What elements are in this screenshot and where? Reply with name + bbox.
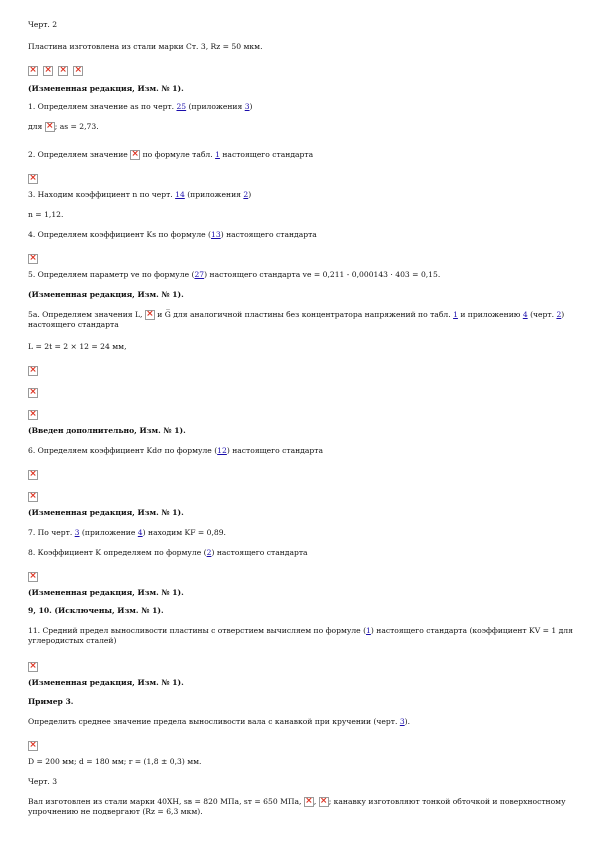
formula-image: [28, 360, 38, 379]
broken-image-icon: [45, 122, 55, 132]
broken-image-icon: [145, 310, 155, 320]
step-4-text: [28, 230, 317, 240]
step-3-label: 3. Находим коэффициент n по черт.: [28, 190, 176, 199]
as-value-text: [28, 122, 99, 132]
shaft-material-label: Вал изготовлен из стали марки 40ХН, sв = 820 МПа, sт = 650 МПа,: [28, 797, 304, 806]
link-appendix-4[interactable]: 4: [522, 310, 528, 319]
step-5a-end: ): [561, 310, 565, 319]
broken-image-icon: [28, 410, 38, 420]
step-5a-block: [28, 310, 564, 330]
step-5a-mid: и G̅ для аналогичной пластины без концентратора напряжений по табл.: [154, 310, 454, 319]
for-label: для: [28, 122, 45, 131]
link-formula-27[interactable]: 27: [194, 270, 205, 279]
broken-image-icon: [319, 797, 329, 807]
step-2-mid: по формуле табл.: [140, 150, 216, 159]
link-chart-2[interactable]: 2: [556, 310, 562, 319]
figure-caption-3: Черт. 3: [28, 777, 58, 786]
amendment-note: (Измененная редакция, Изм. № 1).: [28, 508, 184, 517]
step-1-text: [28, 102, 253, 112]
n-value-text: n = 1,12.: [28, 210, 64, 219]
broken-image-icon: [28, 572, 38, 582]
step-5-text: [28, 270, 440, 280]
l-value-text: L = 2t = 2 × 12 = 24 мм,: [28, 342, 127, 351]
broken-image-icon: [58, 66, 68, 76]
formula-image: [28, 382, 38, 401]
step-2-label: 2. Определяем значение: [28, 150, 131, 159]
broken-image-icon: [28, 492, 38, 502]
step-5a-label: 5а. Определяем значения L,: [28, 310, 145, 319]
shaft-material-text: [28, 797, 566, 807]
step-11-label: 11. Средний предел выносливости пластины с отверстием вычисляем по формуле (: [28, 626, 367, 635]
link-formula-2[interactable]: 2: [206, 548, 212, 557]
formula-image: [28, 168, 38, 187]
link-chart-25[interactable]: 25: [176, 102, 187, 111]
step-2-text: [28, 150, 313, 160]
amendment-note: (Измененная редакция, Изм. № 1).: [28, 678, 184, 687]
broken-image-icon: [304, 797, 314, 807]
formula-image: [28, 566, 38, 585]
step-5a-mid2: и приложению: [457, 310, 523, 319]
broken-image-icon: [28, 66, 38, 76]
step-7-label: 7. По черт.: [28, 528, 75, 537]
step-2-end: настоящего стандарта: [219, 150, 314, 159]
step-7-text: [28, 528, 226, 538]
as-value: ; as = 2,73.: [54, 122, 99, 131]
step-11-block: [28, 626, 573, 646]
addition-note: (Введен дополнительно, Изм. № 1).: [28, 426, 186, 435]
link-table-1[interactable]: 1: [215, 150, 220, 159]
amendment-note: (Измененная редакция, Изм. № 1).: [28, 588, 184, 597]
example-3-task: [28, 717, 410, 727]
step-8-text: [28, 548, 308, 558]
step-5a-text: [28, 310, 564, 320]
formula-image: [28, 248, 38, 267]
step-7-end: ) находим KF = 0,89.: [142, 528, 226, 537]
formula-image: [28, 486, 38, 505]
step-5-label: 5. Определяем параметр ve по формуле (: [28, 270, 195, 279]
amendment-note: (Измененная редакция, Изм. № 1).: [28, 84, 184, 93]
step-6-text: [28, 446, 323, 456]
shaft-material-continuation: упрочнению не подвергают (Rz = 6,3 мкм).: [28, 807, 203, 816]
excluded-note: 9, 10. (Исключены, Изм. № 1).: [28, 606, 164, 615]
step-1-mid: (приложения: [186, 102, 245, 111]
broken-image-icon: [73, 66, 83, 76]
shaft-material-end: ; канавку изготовляют тонкой обточкой и поверхностному: [328, 797, 566, 806]
task-end: ).: [404, 717, 411, 726]
formula-image: [28, 404, 38, 423]
formula-image: [28, 464, 38, 483]
broken-image-icon: [43, 66, 53, 76]
shaft-material-block: [28, 797, 566, 817]
step-7-mid: (приложение: [79, 528, 138, 537]
figure-image: [28, 735, 38, 754]
link-chart-3[interactable]: 3: [399, 717, 405, 726]
step-3-text: [28, 190, 251, 200]
link-appendix-2[interactable]: 2: [243, 190, 249, 199]
broken-image-icon: [28, 388, 38, 398]
separator: ,: [313, 797, 319, 806]
step-11-end: ) настоящего стандарта (коэффициент KV = 1 для: [370, 626, 573, 635]
formula-image-group: [28, 60, 83, 79]
step-8-end: ) настоящего стандарта: [211, 548, 308, 557]
broken-image-icon: [28, 470, 38, 480]
link-table-1[interactable]: 1: [453, 310, 458, 319]
link-formula-1[interactable]: 1: [366, 626, 371, 635]
step-5-end: ) настоящего стандарта ve = 0,211 - 0,000143 · 403 = 0,15.: [204, 270, 441, 279]
broken-image-icon: [28, 254, 38, 264]
formula-image: [28, 656, 38, 675]
step-4-end: ) настоящего стандарта: [220, 230, 317, 239]
link-chart-14[interactable]: 14: [175, 190, 185, 199]
amendment-note: (Измененная редакция, Изм. № 1).: [28, 290, 184, 299]
link-appendix-3[interactable]: 3: [244, 102, 250, 111]
step-1-label: 1. Определяем значение as по черт.: [28, 102, 177, 111]
step-11-text: [28, 626, 573, 636]
step-5a-mid3: (черт.: [527, 310, 557, 319]
step-5a-continuation: настоящего стандарта: [28, 320, 119, 329]
step-6-end: ) настоящего стандарта: [226, 446, 323, 455]
step-1-end: ): [249, 102, 253, 111]
dimensions-text: D = 200 мм; d = 180 мм; r = (1,8 ± 0,3) мм.: [28, 757, 202, 766]
broken-image-icon: [130, 150, 140, 160]
link-formula-13[interactable]: 13: [211, 230, 221, 239]
link-appendix-4[interactable]: 4: [137, 528, 143, 537]
broken-image-icon: [28, 662, 38, 672]
step-3-end: ): [248, 190, 252, 199]
step-4-label: 4. Определяем коэффициент Ks по формуле (: [28, 230, 212, 239]
step-3-mid: (приложения: [184, 190, 244, 199]
step-11-continuation: углеродистых сталей): [28, 636, 117, 645]
broken-image-icon: [28, 741, 38, 751]
link-chart-3[interactable]: 3: [74, 528, 80, 537]
step-6-label: 6. Определяем коэффициент Kdσ по формуле (: [28, 446, 218, 455]
step-8-label: 8. Коэффициент K определяем по формуле (: [28, 548, 207, 557]
plate-material-text: Пластина изготовлена из стали марки Ст. 3, Rz = 50 мкм.: [28, 42, 263, 51]
link-formula-12[interactable]: 12: [217, 446, 227, 455]
broken-image-icon: [28, 366, 38, 376]
example-3-heading: Пример 3.: [28, 697, 74, 706]
task-text: Определить среднее значение предела выносливости вала с канавкой при кручении (черт.: [28, 717, 400, 726]
figure-caption-2: Черт. 2: [28, 20, 58, 29]
broken-image-icon: [28, 174, 38, 184]
